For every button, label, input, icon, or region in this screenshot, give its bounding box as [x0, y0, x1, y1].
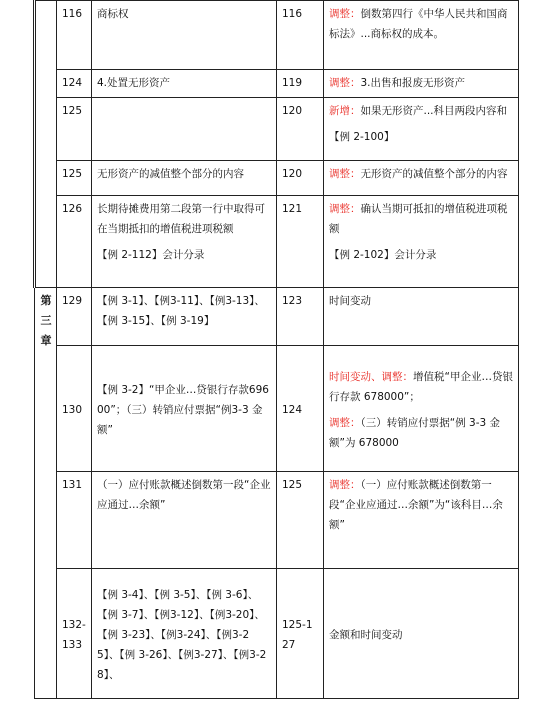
change-tag: 调整： — [329, 77, 361, 89]
change-cell — [324, 472, 519, 569]
new-page-cell: 120 — [277, 98, 324, 161]
change-tag: 调整： — [329, 203, 361, 215]
old-content-text: 长期待摊费用第二段第一行中取得可在当期抵扣的增值税进项税额 — [97, 203, 265, 235]
change-text: 确认当期可抵扣的增值税进项税额 — [329, 203, 508, 235]
change-text: （一）应付账款概述倒数第一段“企业应通过…余额”为“该科目…余额” — [329, 479, 503, 531]
table-row — [35, 196, 519, 288]
new-page-cell: 125-127 — [277, 569, 324, 699]
change-tag: 调整： — [329, 479, 361, 491]
change-text: 时间变动 — [329, 295, 371, 307]
new-page-cell: 123 — [277, 288, 324, 346]
chapter-label: 第三章 — [40, 294, 52, 347]
table-row — [35, 569, 519, 699]
old-content-cell: 【例 3-2】“甲企业…贷银行存款69600”；（三）转销应付票据“例3-3 金额” — [92, 346, 277, 472]
new-page-cell: 116 — [277, 1, 324, 70]
old-content-cell: 无形资产的减值整个部分的内容 — [92, 161, 277, 196]
change-cell — [324, 98, 519, 161]
old-content-cell: 【例 3-4】、【例 3-5】、【例 3-6】、【例 3-7】、【例3-12】、【例3-20】、【例 3-23】、【例3-24】、【例3-25】、【例 3-26】、【例3-27】、【例3-28】、 — [92, 569, 277, 699]
change-cell — [324, 70, 519, 98]
change-cell — [324, 161, 519, 196]
new-page-cell: 121 — [277, 196, 324, 288]
old-content-cell: 商标权 — [92, 1, 277, 70]
table-row — [35, 288, 519, 346]
old-page-cell: 129 — [57, 288, 92, 346]
change-text: 3.出售和报废无形资产 — [360, 77, 466, 89]
old-page-cell: 116 — [57, 1, 92, 70]
new-page-cell: 119 — [277, 70, 324, 98]
change-tag: 调整： — [329, 8, 361, 20]
change-cell — [324, 346, 519, 472]
change-text: 【例 2-102】会计分录 — [329, 249, 437, 261]
table-row — [35, 1, 519, 70]
new-page-cell: 125 — [277, 472, 324, 569]
change-text: 金额和时间变动 — [329, 629, 403, 641]
old-page-cell: 125 — [57, 98, 92, 161]
old-page-cell: 132-133 — [57, 569, 92, 699]
change-cell — [324, 1, 519, 70]
change-text: 增值税“甲企业…贷银行存款 678000”； — [329, 371, 513, 403]
change-cell — [324, 569, 519, 699]
old-page-cell: 126 — [57, 196, 92, 288]
change-text: 倒数第四行《中华人民共和国商标法》...商标权的成本。 — [329, 8, 508, 40]
table-row — [35, 346, 519, 472]
old-content-cell: （一）应付账款概述倒数第一段“企业应通过…余额” — [92, 472, 277, 569]
table-row — [35, 70, 519, 98]
change-tag: 调整： — [329, 168, 361, 180]
old-page-cell: 124 — [57, 70, 92, 98]
table-row — [35, 98, 519, 161]
old-page-cell: 125 — [57, 161, 92, 196]
change-text: 【例 2-100】 — [329, 131, 395, 143]
old-content-cell — [92, 98, 277, 161]
change-tag: 调整： — [329, 417, 361, 429]
old-page-cell: 130 — [57, 346, 92, 472]
change-tag: 时间变动、调整： — [329, 371, 413, 383]
change-tag: 新增： — [329, 105, 361, 117]
old-content-cell: 【例 3-1】、【例3-11】、【例3-13】、【例 3-15】、【例 3-19】 — [92, 288, 277, 346]
old-content-cell — [92, 196, 277, 288]
chapter-cell — [35, 288, 57, 699]
revision-table — [33, 0, 519, 699]
change-cell — [324, 288, 519, 346]
change-text: 如果无形资产...科目两段内容和 — [360, 105, 508, 117]
chapter-cell-previous — [35, 1, 57, 288]
old-content-cell: 4.处置无形资产 — [92, 70, 277, 98]
new-page-cell: 124 — [277, 346, 324, 472]
table-row — [35, 161, 519, 196]
new-page-cell: 120 — [277, 161, 324, 196]
change-cell — [324, 196, 519, 288]
old-content-text: 【例 2-112】会计分录 — [97, 249, 205, 261]
table-row — [35, 472, 519, 569]
change-text: 无形资产的减值整个部分的内容 — [360, 168, 508, 180]
change-text: （三）转销应付票据“例 3-3 金额”为 678000 — [329, 417, 501, 449]
old-page-cell: 131 — [57, 472, 92, 569]
